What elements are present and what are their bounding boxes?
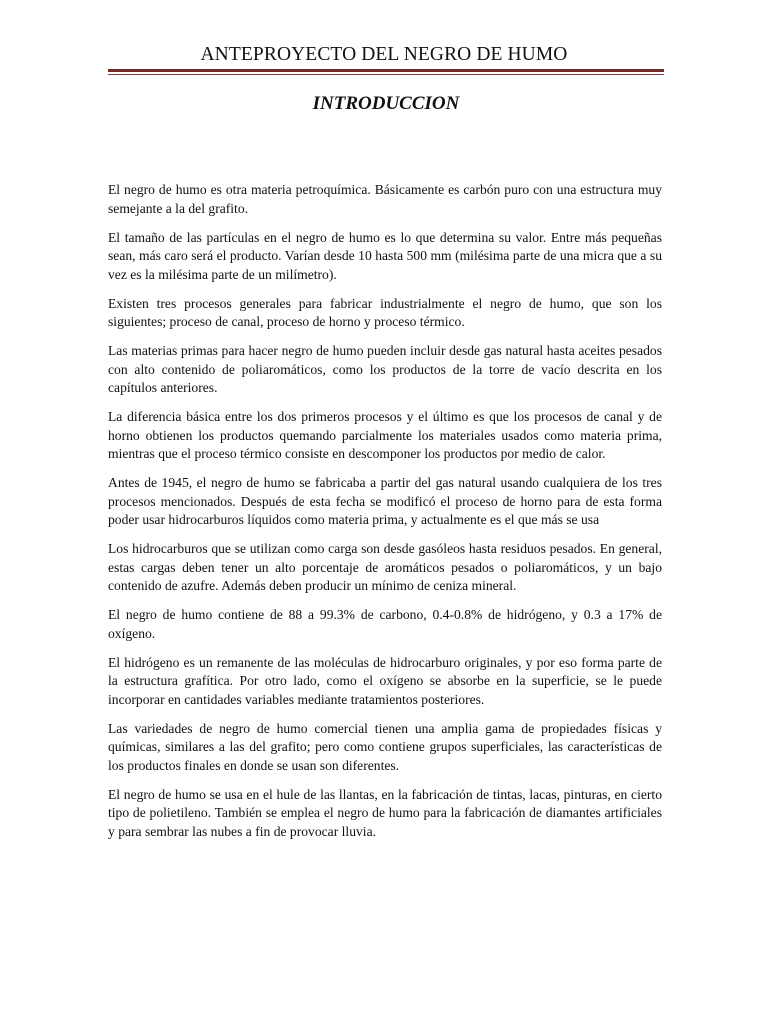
paragraph-10: Las variedades de negro de humo comercial tienen una amplia gama de propiedades físicas y químicas, similares a las del grafito; pero como contiene grupos superficiales, las características de los productos finales en donde se usan son diferentes. [108, 720, 662, 773]
paragraph-5: La diferencia básica entre los dos primeros procesos y el último es que los procesos de canal y de horno obtienen los productos quemando parcialmente los materiales usados como materia prima, mientras que el proceso térmico consiste en descomponer los productos por medio de calor. [108, 409, 662, 461]
running-header: ANTEPROYECTO DEL NEGRO DE HUMO [200, 44, 568, 65]
paragraph-8: El negro de humo contiene de 88 a 99.3% de carbono, 0.4-0.8% de hidrógeno, y 0.3 a 17% de oxígeno. [108, 607, 662, 641]
paragraph-6: Antes de 1945, el negro de humo se fabricaba a partir del gas natural usando cualquiera de los tres procesos mencionados. Después de esta fecha se modificó el proceso de horno para de esta forma poder usar hidrocarburos líquidos como materia prima, y actualmente es el que más se usa [108, 475, 662, 527]
paragraph-3: Existen tres procesos generales para fabricar industrialmente el negro de humo, que son los siguientes; proceso de canal, proceso de horno y proceso térmico. [108, 295, 662, 329]
header-rule-thin [108, 74, 664, 75]
header-rule-thick [108, 69, 664, 72]
paragraph-9: El hidrógeno es un remanente de las moléculas de hidrocarburo originales, y por eso forma parte de la estructura grafítica. Por otro lado, como el oxígeno se absorbe en la superficie, se le puede incorporar en cantidades variables mediante tratamientos posteriores. [108, 654, 662, 707]
paragraph-2: El tamaño de las partículas en el negro de humo es lo que determina su valor. Entre más pequeñas sean, más caro será el producto. Varían desde 10 hasta 500 mm (milésima parte de una micra que a su vez es la milésima parte de un milímetro). [108, 229, 662, 282]
paragraph-7: Los hidrocarburos que se utilizan como carga son desde gasóleos hasta residuos pesados. En general, estas cargas deben tener un alto porcentaje de aromáticos pesados o poliaromáticos, y un bajo contenido de azufre. Además deben producir un mínimo de ceniza mineral. [108, 541, 662, 593]
paragraph-1: El negro de humo es otra materia petroquímica. Básicamente es carbón puro con una estructura muy semejante a la del grafito. [108, 182, 662, 216]
paragraph-4: Las materias primas para hacer negro de humo pueden incluir desde gas natural hasta aceites pesados con alto contenido de poliaromáticos, como los productos de la torre de vacío descrita en los capítulos anteriores. [108, 343, 662, 395]
body-text [108, 181, 662, 852]
section-title: INTRODUCCION [312, 93, 460, 114]
paragraph-11: El negro de humo se usa en el hule de las llantas, en la fabricación de tintas, lacas, pinturas, en cierto tipo de polietileno. También se emplea el negro de humo para la fabricación de diamantes artificiales y para sembrar las nubes a fin de provocar lluvia. [108, 786, 662, 839]
